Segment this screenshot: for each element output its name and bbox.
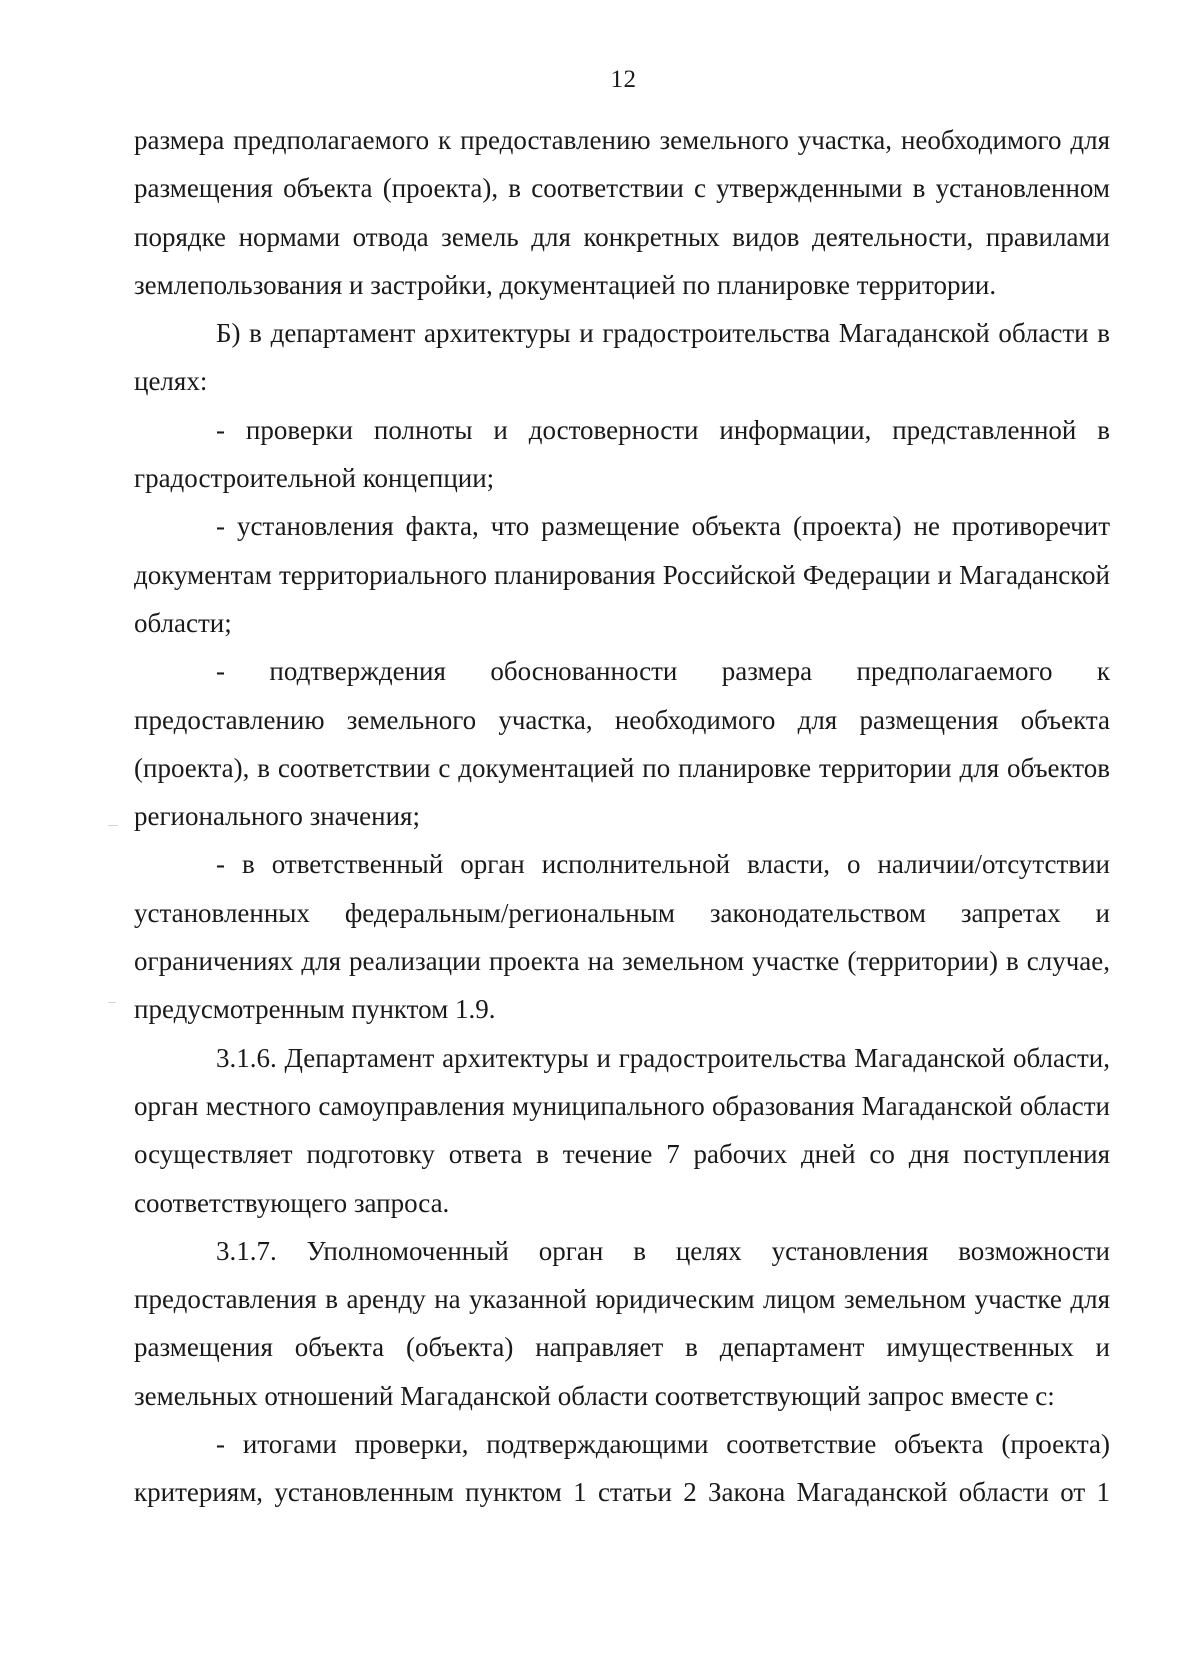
document-body [134,116,1110,1517]
page-number: 12 [610,66,637,93]
paragraph-establish-fact: - установления факта, что размещение объекта (проекта) не противоречит документам территориального планирования Российской Федерации и Магаданской области; [134,511,1110,638]
paragraph-inspection-results: - итогами проверки, подтверждающими соответствие объекта (проекта) критериям, установленным пунктом 1 статьи 2 Закона Магаданской области от 1 [134,1429,1110,1508]
paragraph-responsible-body: - в ответственный орган исполнительной власти, о наличии/отсутствии установленных федеральным/региональным законодательством запретах и ограничениях для реализации проекта на земельном участке (территории) в случае, предусмотренным пунктом 1.9. [134,849,1110,1025]
paragraph-item-b: Б) в департамент архитектуры и градостроительства Магаданской области в целях: [134,318,1110,397]
paragraph-check-completeness: - проверки полноты и достоверности информации, представленной в градостроительной концепции; [134,414,1110,494]
paragraph-3-1-6: 3.1.6. Департамент архитектуры и градостроительства Магаданской области, орган местного самоуправления муниципального образования Магаданской области осуществляет подготовку ответа в течение 7 рабочих дней со дня поступления соответствующего запроса. [134,1042,1110,1218]
paragraph-confirm-size: - подтверждения обоснованности размера предполагаемого к предоставлению земельного участка, необходимого для размещения объекта (проекта), в соответствии с документацией по планировке территории для объектов регионального значения; [134,656,1110,832]
paragraph-3-1-7: 3.1.7. Уполномоченный орган в целях установления возможности предоставления в аренду на указанной юридическим лицом земельном участке для размещения объекта (объекта) направляет в департамент имущественных и земельных отношений Магаданской области соответствующий запрос вместе с: [134,1235,1110,1411]
paragraph-continuation: размера предполагаемого к предоставлению земельного участка, необходимого для размещения объекта (проекта), в соответствии с утвержденными в установленном порядке нормами отвода земель для конкретных видов деятельности, правилами землепользования и застройки, документацией по планировке территории. [134,125,1110,300]
scan-artifact-mark [108,1002,116,1003]
scan-artifact-mark [108,825,118,826]
